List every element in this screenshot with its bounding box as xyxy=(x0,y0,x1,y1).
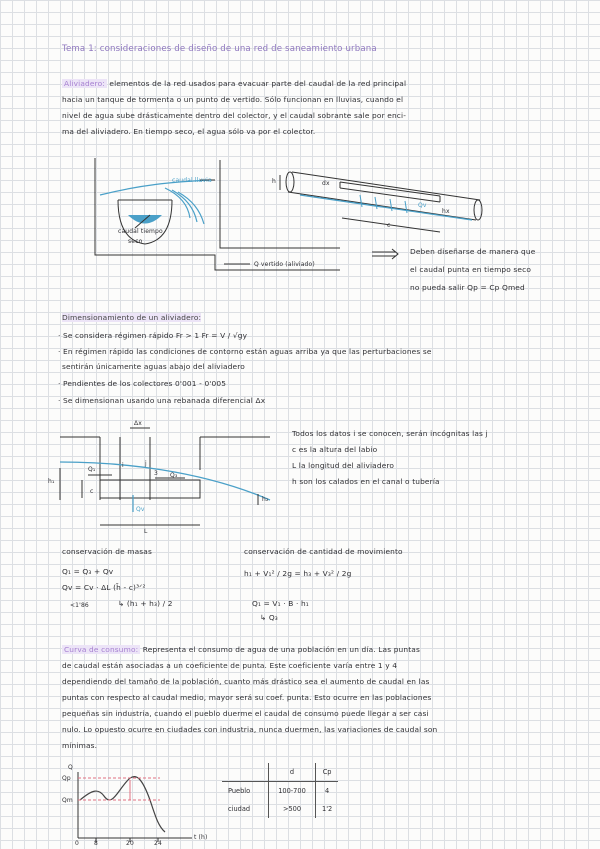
datos-line-3: L la longitud del aliviadero xyxy=(292,461,395,470)
consumo-line-3: dependiendo del tamaño de la población, cuanto más drástico sea el aumento de caudal en las xyxy=(62,677,430,686)
dimensionamiento-heading-text: Dimensionamiento de un aliviadero: xyxy=(62,313,202,322)
note-line-3: no pueda salir Qp = Cp Qmed xyxy=(410,283,525,292)
label-slice-3: 3 xyxy=(154,470,158,477)
table-cell: 1'2 xyxy=(322,805,333,813)
table-cell: Pueblo xyxy=(222,782,269,801)
datos-line-4: h son los calados en el canal o tubería xyxy=(292,477,440,486)
note-line-2: el caudal punta en tiempo seco xyxy=(410,265,532,274)
table-row xyxy=(222,782,338,801)
label-slice-i: i xyxy=(122,462,124,469)
consumo-line-5: pequeñas sin industria, cuando el pueblo duerme el caudal de consumo puede llegar a ser casi xyxy=(62,709,429,718)
label-slice-qv: Qv xyxy=(136,506,145,513)
label-slice-h2: h₂ xyxy=(262,496,269,503)
label-caudal-lluvia: caudal lluvia xyxy=(172,177,212,184)
graph-label-qp: Qp xyxy=(62,775,71,782)
table-cell: 100-700 xyxy=(269,782,316,801)
aliviadero-chamber-diagram xyxy=(95,158,340,270)
consumo-line-2: de caudal están asociadas a un coeficiente de punta. Este coeficiente varía entre 1 y 4 xyxy=(62,661,398,670)
table-cell: 4 xyxy=(325,787,330,795)
consumo-def: Representa el consumo de agua de una población en un día. Las puntas xyxy=(142,645,420,654)
datos-line-2: c es la altura del labio xyxy=(292,445,378,454)
label-caudal-seco-2: seco xyxy=(128,238,143,245)
consumo-term: Curva de consumo: xyxy=(64,645,139,654)
consumption-curve xyxy=(80,777,165,832)
table-cell: ciudad xyxy=(222,800,269,818)
masa-heading: conservación de masas xyxy=(62,547,152,556)
label-pipe-hx: hx xyxy=(442,208,450,215)
masa-note-h: ↳ (h₁ + h₃) / 2 xyxy=(118,599,173,608)
coef-punta-table xyxy=(222,763,338,818)
page-title: Tema 1: consideraciones de diseño de una red de saneamiento urbana xyxy=(62,44,377,54)
aliviadero-term: Aliviadero: xyxy=(64,79,105,88)
movimiento-eq-2: Q₁ = V₁ · B · h₁ xyxy=(252,599,309,608)
aliviadero-line-3: nivel de agua sube drásticamente dentro del colector, y el caudal sobrante sale por enci- xyxy=(62,111,407,120)
label-pipe-h: h xyxy=(272,178,276,185)
masa-note-cv: <1'86 xyxy=(70,602,89,609)
consumo-line-6: nulo. Lo opuesto ocurre en ciudades con industria, nunca duermen, las variaciones de caudal son xyxy=(62,725,438,734)
graph-label-qm: Qm xyxy=(62,797,73,804)
consumo-line-1 xyxy=(62,644,420,655)
label-pipe-dx: dx xyxy=(322,180,330,187)
graph-tick-8: 8 xyxy=(94,840,98,847)
slice-diagram xyxy=(60,428,270,525)
aliviadero-line-4: ma del aliviadero. En tiempo seco, el agua sólo va por el colector. xyxy=(62,127,316,136)
spill-flow-1 xyxy=(165,188,190,218)
label-slice-c: c xyxy=(90,488,94,495)
table-header-d: d xyxy=(269,763,316,782)
table-header-empty xyxy=(222,763,269,782)
masa-eq-2: Qv = Cv · ΔL (h̄ - c)³ᐟ² xyxy=(62,583,146,592)
graph-tick-24: 24 xyxy=(154,840,162,847)
label-pipe-qv: Qv xyxy=(418,202,427,209)
pipe-length-c xyxy=(342,218,440,232)
note-arrow-head xyxy=(392,249,398,259)
dim-bullet-1: · Se considera régimen rápido Fr > 1 Fr = V / √gy xyxy=(58,331,248,340)
consumption-graph xyxy=(78,772,192,842)
dim-bullet-2b: sentirán únicamente aguas abajo del aliviadero xyxy=(62,362,245,371)
label-pipe-c: c xyxy=(387,222,391,229)
dimensionamiento-heading xyxy=(62,312,201,323)
graph-label-q: Q xyxy=(68,764,73,771)
dim-bullet-3: · Pendientes de los colectores 0'001 - 0'005 xyxy=(58,379,227,388)
table-row xyxy=(222,800,338,818)
movimiento-eq-3: ↳ Q₃ xyxy=(260,613,278,622)
label-slice-q1: Q₁ xyxy=(88,466,96,473)
label-slice-h1: h₁ xyxy=(48,478,55,485)
label-slice-dx: Δx xyxy=(134,420,142,427)
aliviadero-line-2: hacia un tanque de tormenta o un punto de vertido. Sólo funcionan en lluvias, cuando el xyxy=(62,95,404,104)
masa-eq-1: Q₁ = Q₃ + Qv xyxy=(62,567,114,576)
movimiento-eq-1: h₁ + V₁² / 2g = h₃ + V₃² / 2g xyxy=(244,569,352,578)
label-caudal-seco-1: caudal tiempo xyxy=(118,228,163,235)
graph-tick-0: 0 xyxy=(75,840,79,847)
note-line-1: Deben diseñarse de manera que xyxy=(410,247,536,256)
label-q-vertido: Q vertido (aliviado) xyxy=(254,261,315,268)
label-slice-j: j xyxy=(145,460,147,467)
graph-tick-20: 20 xyxy=(126,840,134,847)
dim-bullet-2: · En régimen rápido las condiciones de contorno están aguas arriba ya que las perturbaciones se xyxy=(58,347,432,356)
graph-label-t: t (h) xyxy=(194,834,208,841)
table-header-cp: Cp xyxy=(316,763,339,782)
table-header-row xyxy=(222,763,338,782)
label-slice-q3: Q₃ xyxy=(170,472,178,479)
consumo-line-7: mínimas. xyxy=(62,741,98,750)
dim-bullet-4: · Se dimensionan usando una rebanada diferencial Δx xyxy=(58,396,266,405)
consumo-line-4: puntas con respecto al caudal medio, mayor será su coef. punta. Esto ocurre en las poblaciones xyxy=(62,693,432,702)
table-cell: >500 xyxy=(269,800,316,818)
label-slice-L: L xyxy=(144,528,148,535)
datos-line-1: Todos los datos i se conocen, serán incógnitas las j xyxy=(292,429,488,438)
aliviadero-def: elementos de la red usados para evacuar parte del caudal de la red principal xyxy=(109,79,407,88)
movimiento-heading: conservación de cantidad de movimiento xyxy=(244,547,403,556)
